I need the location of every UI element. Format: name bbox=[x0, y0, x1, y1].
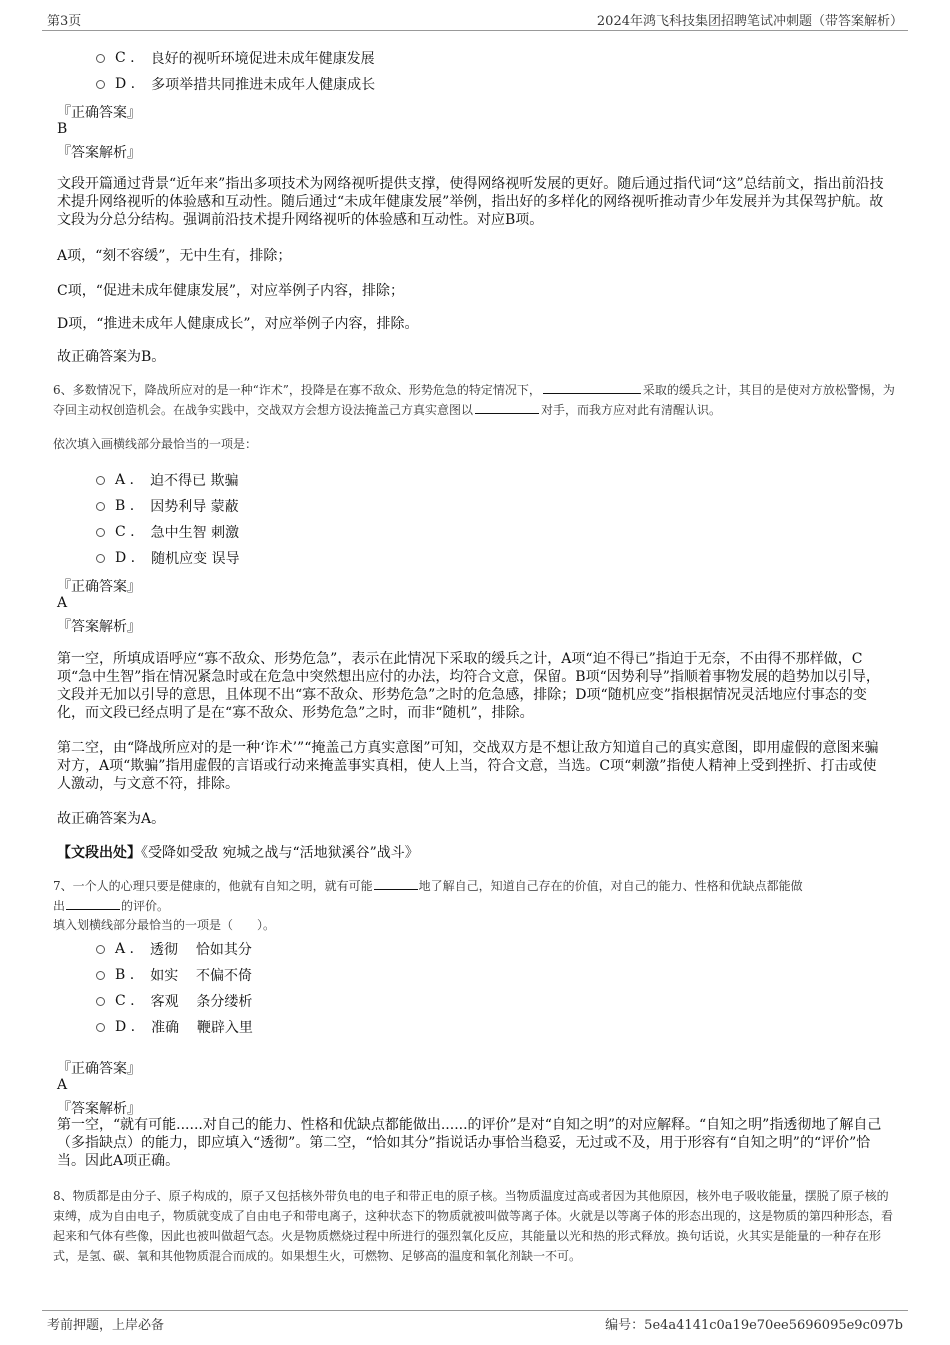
q5-conclusion: 故正确答案为B。 bbox=[57, 349, 166, 365]
radio-icon[interactable] bbox=[96, 80, 105, 89]
q6-stem bbox=[53, 380, 898, 420]
option-text: 迫不得已 欺骗 bbox=[150, 473, 239, 489]
option-key: D . bbox=[115, 1019, 136, 1035]
q7-option-a[interactable] bbox=[96, 939, 252, 959]
q5-analysis-label: 『答案解析』 bbox=[57, 145, 141, 161]
q5-option-d[interactable] bbox=[96, 74, 375, 94]
blank-line bbox=[543, 381, 641, 394]
option-text: 因势利导 蒙蔽 bbox=[150, 499, 239, 515]
option-text: 如实 不偏不倚 bbox=[150, 968, 253, 984]
q7-option-d[interactable] bbox=[96, 1017, 253, 1037]
radio-icon[interactable] bbox=[96, 476, 105, 485]
q7-answer-label: 『正确答案』 bbox=[57, 1061, 141, 1077]
option-text: 随机应变 误导 bbox=[151, 551, 240, 567]
footer-divider bbox=[42, 1310, 908, 1311]
q7-option-c[interactable] bbox=[96, 991, 252, 1011]
q5-analysis-d: D项，“推进未成年人健康成长”，对应举例子内容，排除。 bbox=[57, 316, 419, 332]
radio-icon[interactable] bbox=[96, 945, 105, 954]
q6-answer: A bbox=[57, 595, 68, 611]
q5-answer: B bbox=[57, 121, 68, 137]
option-key: A . bbox=[115, 941, 135, 957]
footer-slogan: 考前押题，上岸必备 bbox=[47, 1318, 165, 1333]
q6-option-a[interactable] bbox=[96, 470, 238, 490]
q6-option-c[interactable] bbox=[96, 522, 239, 542]
q5-analysis-paragraph: 文段开篇通过背景“近年来”指出多项技术为网络视听提供支撑，使得网络视听发展的更好。随后通过指代词“这”总结前文，指出前沿技术提升网络视听的体验感和互动性。随后通过“未成年健康发展”举例，指出好的多样化的网络视听推动青少年发展并为其保驾护航。故文段为分总分结构。强调前沿技术提升网络视听的体验感和互动性。对应B项。 bbox=[57, 176, 884, 228]
option-key: B . bbox=[115, 498, 135, 514]
q7-stem bbox=[53, 876, 898, 916]
document-title: 2024年鸿飞科技集团招聘笔试冲刺题（带答案解析） bbox=[596, 14, 903, 29]
option-text: 急中生智 刺激 bbox=[150, 525, 240, 541]
blank-line bbox=[475, 401, 539, 414]
page-number: 第3页 bbox=[47, 14, 82, 29]
source-text: 《受降如受敌 宛城之战与“活地狱溪谷”战斗》 bbox=[141, 845, 419, 861]
q5-answer-label: 『正确答案』 bbox=[57, 105, 141, 121]
source-label: 【文段出处】 bbox=[57, 845, 141, 861]
option-text: 客观 条分缕析 bbox=[150, 994, 253, 1010]
q6-source bbox=[57, 842, 419, 862]
document-id: 编号：5e4a4141c0a19e70ee5696095e9c097b bbox=[605, 1318, 903, 1333]
q6-analysis-paragraph-1: 第一空，所填成语呼应“寡不敌众、形势危急”，表示在此情况下采取的缓兵之计，A项“迫不得已”指迫于无奈，不由得不那样做，C项“急中生智”指在情况紧急时或在危急中突然想出应付的办法，均符合文意，保留。B项“因势利导”指顺着事物发展的趋势加以引导，文段并无加以引导的意思，且体现不出“寡不敌众、形势危急”之时的危急感，排除；D项“随机应变”指根据情况灵活地应付事态的变化，而文段已经点明了是在“寡不敌众、形势危急”之时，而非“随机”，排除。 bbox=[57, 651, 880, 721]
q6-analysis-paragraph-2: 第二空，由“降战所应对的是一种‘诈术’”“掩盖己方真实意图”可知，交战双方是不想让敌方知道自己的真实意图，即用虚假的意图来骗对方，A项“欺骗”指用虚假的言语或行动来掩盖事实真相，使人上当，符合文意，当选。C项“刺激”指使人精神上受到挫折、打击或使人激动，与文意不符，排除。 bbox=[57, 740, 879, 792]
q7-answer: A bbox=[57, 1077, 68, 1093]
q7-instruction: 填入划横线部分最恰当的一项是（ ）。 bbox=[53, 918, 276, 932]
radio-icon[interactable] bbox=[96, 528, 105, 537]
header-divider bbox=[42, 30, 908, 31]
option-text: 透彻 恰如其分 bbox=[150, 942, 252, 958]
q7-stem-part4: 的评价。 bbox=[121, 899, 170, 913]
blank-line bbox=[66, 897, 120, 910]
option-key: B . bbox=[115, 967, 135, 983]
q6-stem-part1: 6、多数情况下，降战所应对的是一种“诈术”，投降是在寡不敌众、形势危急的特定情况下， bbox=[53, 383, 541, 397]
q6-option-b[interactable] bbox=[96, 496, 239, 516]
radio-icon[interactable] bbox=[96, 971, 105, 980]
option-key: C . bbox=[115, 50, 135, 66]
q7-stem-part2: 地了解自己，知道自己存在的价值，对自己的能力、性格和优缺点都能做 bbox=[418, 879, 803, 893]
q5-option-c[interactable] bbox=[96, 48, 375, 68]
radio-icon[interactable] bbox=[96, 54, 105, 63]
q7-option-b[interactable] bbox=[96, 965, 252, 985]
q6-conclusion: 故正确答案为A。 bbox=[57, 811, 166, 827]
q7-analysis-paragraph: 第一空，“就有可能......对自己的能力、性格和优缺点都能做出......的评价”是对“自知之明”的对应解释。“自知之明”指透彻地了解自己（多指缺点）的能力，即应填入“透彻”。第二空，“恰如其分”指说话办事恰当稳妥，无过或不及，用于形容有“自知之明”的“评价”恰当。因此A项正确。 bbox=[57, 1117, 882, 1169]
q6-stem-part3: 对手，而我方应对此有清醒认识。 bbox=[541, 403, 722, 417]
q5-analysis-a: A项，“刻不容缓”，无中生有，排除； bbox=[57, 248, 292, 264]
option-text: 良好的视听环境促进未成年健康发展 bbox=[150, 51, 375, 67]
radio-icon[interactable] bbox=[96, 1023, 105, 1032]
q7-stem-part3: 出 bbox=[53, 899, 66, 913]
q6-option-d[interactable] bbox=[96, 548, 240, 568]
option-text: 准确 鞭辟入里 bbox=[151, 1020, 253, 1036]
option-key: D . bbox=[115, 76, 136, 92]
q7-analysis-label: 『答案解析』 bbox=[57, 1101, 141, 1117]
option-key: C . bbox=[115, 993, 135, 1009]
radio-icon[interactable] bbox=[96, 997, 105, 1006]
q6-stem-part2: 采取的缓兵之计，其目的是使对方放松警惕，为夺回主动权创造机会。在战争实践中，交战双方会想方设法掩盖己方真实意图以 bbox=[53, 383, 895, 417]
option-key: A . bbox=[115, 472, 135, 488]
option-key: D . bbox=[115, 550, 136, 566]
q7-stem-part1: 7、一个人的心理只要是健康的，他就有自知之明，就有可能 bbox=[53, 879, 373, 893]
option-text: 多项举措共同推进未成年人健康成长 bbox=[151, 77, 376, 93]
q5-analysis-c: C项，“促进未成年健康发展”，对应举例子内容，排除； bbox=[57, 283, 405, 299]
radio-icon[interactable] bbox=[96, 502, 105, 511]
blank-line bbox=[374, 877, 418, 890]
q6-answer-label: 『正确答案』 bbox=[57, 579, 141, 595]
q6-analysis-label: 『答案解析』 bbox=[57, 619, 141, 635]
q6-instruction: 依次填入画横线部分最恰当的一项是： bbox=[53, 437, 258, 451]
radio-icon[interactable] bbox=[96, 554, 105, 563]
option-key: C . bbox=[115, 524, 135, 540]
q8-stem: 8、物质都是由分子、原子构成的，原子又包括核外带负电的电子和带正电的原子核。当物质温度过高或者因为其他原因，核外电子吸收能量，摆脱了原子核的束缚，成为自由电子，物质就变成了自由电子和带电离子，这种状态下的物质就被叫做等离子体。火就是以等离子体的形态出现的，这是物质的第四种形态，看起来和气体有些像，因此也被叫做超气态。火是物质燃烧过程中所进行的强烈氧化反应，其能量以光和热的形式释放。换句话说，火其实是能量的一种存在形式，是氢、碳、氧和其他物质混合而成的。如果想生火，可燃物、足够高的温度和氧化剂缺一不可。 bbox=[53, 1189, 894, 1263]
